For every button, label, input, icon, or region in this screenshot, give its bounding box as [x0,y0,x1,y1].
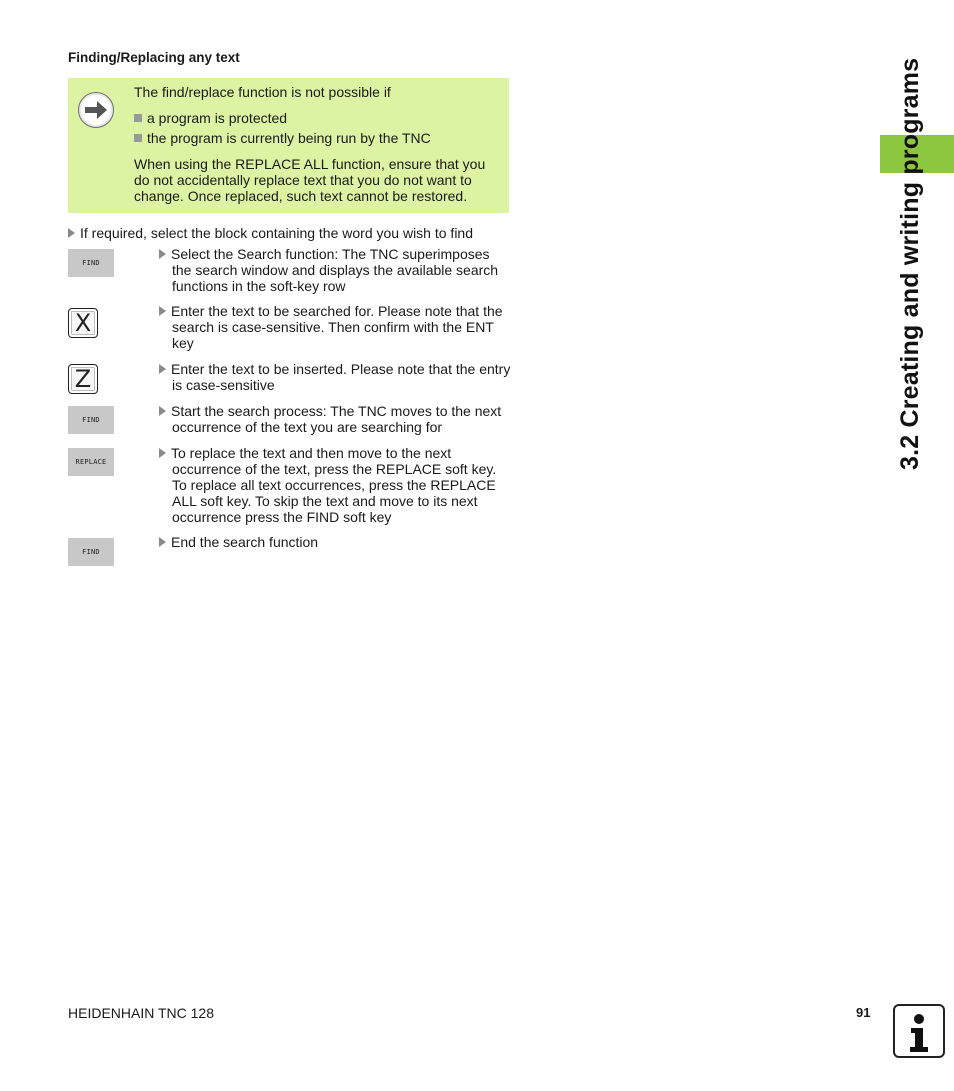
section-heading: Finding/Replacing any text [68,50,240,65]
note-box [68,78,509,213]
step-6: End the search function [159,534,511,550]
z-key[interactable]: Z [68,364,98,394]
replace-softkey[interactable]: REPLACE [68,448,114,476]
triangle-bullet-icon [159,364,166,374]
note-warning: When using the REPLACE ALL function, ensure that you do not accidentally replace text that you do not want to change. Once replaced, such text cannot be restored. [134,156,486,204]
triangle-bullet-icon [159,406,166,416]
triangle-bullet-icon [159,306,166,316]
note-intro: The find/replace function is not possible if [134,84,391,100]
info-icon [893,1004,945,1058]
find-softkey[interactable]: FIND [68,406,114,434]
step-2: Enter the text to be searched for. Please note that the search is case-sensitive. Then confirm with the ENT key [159,303,511,351]
chapter-title: 3.2 Creating and writing programs [896,57,924,470]
find-softkey[interactable]: FIND [68,538,114,566]
page-number: 91 [856,1005,871,1020]
square-bullet-icon [134,134,142,142]
triangle-bullet-icon [68,228,75,238]
square-bullet-icon [134,114,142,122]
intro-step: If required, select the block containing the word you wish to find [68,225,508,241]
step-3: Enter the text to be inserted. Please note that the entry is case-sensitive [159,361,511,393]
x-key[interactable]: X [68,308,98,338]
note-bullet: the program is currently being run by the TNC [134,130,504,146]
step-5: To replace the text and then move to the next occurrence of the text, press the REPLACE soft key. To replace all text occurrences, press the REPLACE ALL soft key. To skip the text and move to its next occurrence press the FIND soft key [159,445,511,525]
triangle-bullet-icon [159,537,166,547]
step-4: Start the search process: The TNC moves to the next occurrence of the text you are searching for [159,403,511,435]
step-1: Select the Search function: The TNC superimposes the search window and displays the available search functions in the soft-key row [159,246,511,294]
footer-product: HEIDENHAIN TNC 128 [68,1005,215,1021]
triangle-bullet-icon [159,448,166,458]
arrow-right-icon [78,92,114,128]
find-softkey[interactable]: FIND [68,249,114,277]
triangle-bullet-icon [159,249,166,259]
note-bullet: a program is protected [134,110,504,126]
